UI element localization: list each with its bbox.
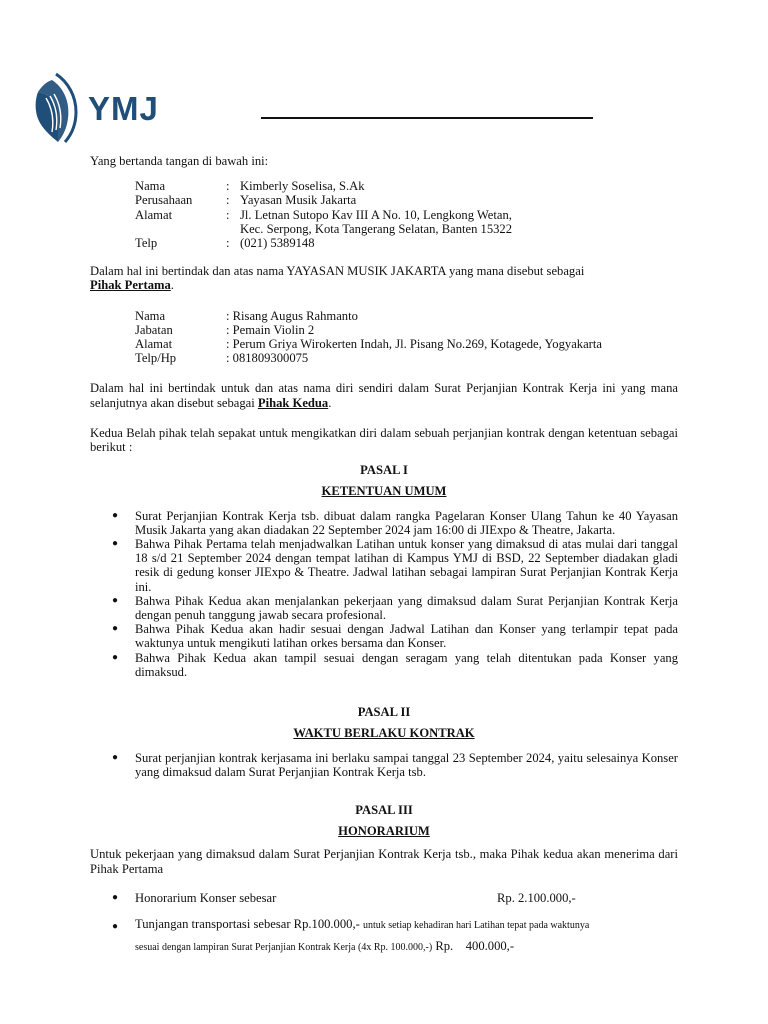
bullet-icon: ● [112,594,119,606]
pihak-pertama-label: Pihak Pertama [90,278,171,293]
party1-row: Perusahaan : Yayasan Musik Jakarta [135,193,357,208]
list-item [90,914,678,958]
pasal2-title: WAKTU BERLAKU KONTRAK [293,726,475,741]
party1-details [135,179,678,250]
bullet-icon: ● [112,891,119,903]
party1-row: Telp : (021) 5389148 [135,236,315,251]
pasal1-title: KETENTUAN UMUM [321,484,447,499]
party1-statement: Dalam hal ini bertindak dan atas nama YAYASAN MUSIK JAKARTA yang mana disebut sebagai Pihak Pertama. [90,264,585,293]
list-item: ● Bahwa Pihak Pertama telah menjadwalkan Latihan untuk konser yang dimaksud di atas mulai dari tanggal 18 s/d 21 September 2024 dengan tempat latihan di Kampus YMJ di BSD, 22 September diadakan gladi resik di gedung konser JIExpo & Theatre. Jadwal latihan sebagai lampiran Surat Perjanjian Kontrak Kerja ini. [112,537,678,594]
pasal2-list [90,751,678,779]
list-item [90,891,678,905]
party2-row: Telp/Hp : 081809300075 [135,351,309,366]
pasal1-number: PASAL I [360,463,408,478]
bullet-icon: ● [112,920,119,932]
bullet-icon: ● [112,538,119,550]
party2-row: Jabatan : Pemain Violin 2 [135,322,315,337]
party2-details [135,309,678,366]
list-item: ● Surat Perjanjian Kontrak Kerja tsb. dibuat dalam rangka Pagelaran Konser Ulang Tahun ke 40 Yayasan Musik Jakarta yang akan diadakan 22 September 2024 jam 16:00 di JIExpo & Theatre, Jakarta. [112,508,678,537]
agreement-text: Kedua Belah pihak telah sepakat untuk mengikatkan diri dalam sebuah perjanjian kontrak dengan ketentuan sebagai berikut : [90,425,678,455]
bullet-icon: ● [112,623,119,635]
party2-row: Alamat : Perum Griya Wirokerten Indah, Jl. Pisang No.269, Kotagede, Yogyakarta [135,337,602,352]
bullet-icon: ● [112,751,119,763]
list-item: ● Bahwa Pihak Kedua akan tampil sesuai dengan seragam yang telah ditentukan pada Konser yang dimaksud. [112,650,678,679]
transport-note: untuk setiap kehadiran hari Latihan tepat pada waktunya [362,919,590,931]
pasal3-list [90,891,678,958]
list-item: ● Bahwa Pihak Kedua akan hadir sesuai dengan Jadwal Latihan dan Konser yang terlampir tepat pada waktunya untuk mengikuti latihan orkes bersama dan Konser. [112,622,678,651]
party2-statement: Dalam hal ini bertindak untuk dan atas nama diri sendiri dalam Surat Perjanjian Kontrak Kerja ini yang mana selanjutnya akan disebut sebagai Pihak Kedua. [90,381,678,410]
honor-label: Honorarium Konser sebesar [135,890,277,905]
pasal1-list [90,509,678,679]
party1-row: Kec. Serpong, Kota Tangerang Selatan, Banten 15322 [240,221,513,236]
intro-text: Yang bertanda tangan di bawah ini: [90,154,269,168]
contract-document [90,154,678,958]
transport-note: sesuai dengan lampiran Surat Perjanjian Kontrak Kerja (4x Rp. 100.000,-) [135,941,433,953]
party2-row: Nama : Risang Augus Rahmanto [135,308,358,323]
bullet-icon: ● [112,651,119,663]
pasal3-title: HONORARIUM [338,824,430,839]
ymj-logo [34,72,159,146]
party1-row: Nama : Kimberly Soselisa, S.Ak [135,179,365,194]
pasal3-number: PASAL III [355,802,413,817]
logo-text: YMJ [88,90,159,127]
honor-amount: Rp. 2.100.000,- [497,890,576,905]
bullet-icon: ● [112,509,119,521]
pihak-kedua-label: Pihak Kedua [257,395,329,410]
pasal3-intro: Untuk pekerjaan yang dimaksud dalam Surat Perjanjian Kontrak Kerja tsb., maka Pihak kedua akan menerima dari Pihak Pertama [90,847,678,876]
transport-amount: Rp. 400.000,- [435,938,515,953]
transport-label: Tunjangan transportasi sebesar Rp.100.000,- [135,916,360,931]
pasal2-number: PASAL II [357,705,411,720]
list-item: ● Surat perjanjian kontrak kerjasama ini berlaku sampai tanggal 23 September 2024, yaitu selesainya Konser yang dimaksud dalam Surat Perjanjian Kontrak Kerja tsb. [112,750,678,779]
title-line [261,117,593,119]
ymj-logo-icon [34,72,80,146]
party1-row: Alamat : Jl. Letnan Sutopo Kav III A No. 10, Lengkong Wetan, [135,207,512,222]
list-item: ● Bahwa Pihak Kedua akan menjalankan pekerjaan yang dimaksud dalam Surat Perjanjian Kontrak Kerja dengan penuh tanggung jawab secara profesional. [112,593,678,623]
